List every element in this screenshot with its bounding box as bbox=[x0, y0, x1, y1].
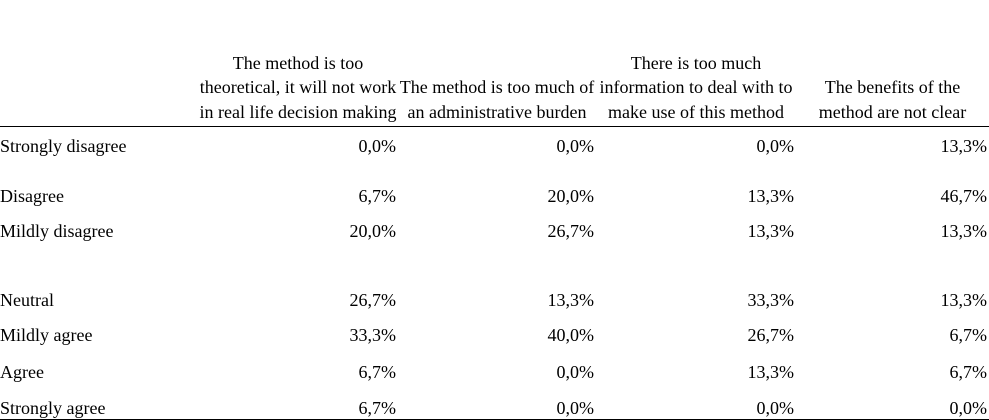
table-row bbox=[0, 386, 989, 420]
table-row bbox=[0, 245, 989, 314]
table-row bbox=[0, 160, 989, 210]
table-cell: 0,0% bbox=[556, 362, 594, 382]
table-cell: 6,7% bbox=[358, 362, 396, 382]
table-cell: 26,7% bbox=[349, 290, 396, 310]
row-label: Agree bbox=[0, 362, 44, 382]
table-cell: 0,0% bbox=[596, 386, 796, 420]
row-label: Strongly disagree bbox=[0, 136, 127, 156]
table-row bbox=[0, 349, 989, 386]
table-cell: 6,7% bbox=[198, 386, 398, 420]
table-row bbox=[0, 127, 989, 161]
table-cell: 13,3% bbox=[547, 290, 594, 310]
table-cell: 33,3% bbox=[349, 325, 396, 345]
header-cell-too-theoretical: The method is too theoretical, it will not work in real life decision making bbox=[198, 0, 398, 127]
row-label: Mildly agree bbox=[0, 325, 93, 345]
table-cell: 13,3% bbox=[940, 221, 987, 241]
table-cell: 46,7% bbox=[940, 186, 987, 206]
row-label: Strongly agree bbox=[0, 386, 198, 420]
table-cell: 13,3% bbox=[747, 221, 794, 241]
table-cell: 6,7% bbox=[358, 186, 396, 206]
table-cell: 13,3% bbox=[747, 186, 794, 206]
header-cell-corner bbox=[0, 0, 198, 127]
header-cell-administrative-burden: The method is too much of an administrative burden bbox=[398, 0, 596, 127]
header-cell-benefits-not-clear: The benefits of the method are not clear bbox=[796, 0, 989, 127]
table-cell: 13,3% bbox=[940, 136, 987, 156]
table-cell: 40,0% bbox=[547, 325, 594, 345]
table-cell: 0,0% bbox=[756, 136, 794, 156]
row-label: Disagree bbox=[0, 186, 64, 206]
table-cell: 0,0% bbox=[556, 136, 594, 156]
table-row bbox=[0, 210, 989, 245]
table-cell: 0,0% bbox=[796, 386, 989, 420]
table-cell: 26,7% bbox=[547, 221, 594, 241]
table-cell: 26,7% bbox=[747, 325, 794, 345]
header-cell-too-much-information: There is too much information to deal with to make use of this method bbox=[596, 0, 796, 127]
table-row bbox=[0, 314, 989, 349]
table-cell: 0,0% bbox=[358, 136, 396, 156]
table-cell: 13,3% bbox=[940, 290, 987, 310]
table-cell: 6,7% bbox=[949, 325, 987, 345]
table-cell: 20,0% bbox=[349, 221, 396, 241]
table-cell: 13,3% bbox=[747, 362, 794, 382]
table-cell: 0,0% bbox=[398, 386, 596, 420]
table-cell: 20,0% bbox=[547, 186, 594, 206]
row-label: Neutral bbox=[0, 290, 54, 310]
table-cell: 6,7% bbox=[949, 362, 987, 382]
table-cell: 33,3% bbox=[747, 290, 794, 310]
row-label: Mildly disagree bbox=[0, 221, 114, 241]
header-row bbox=[0, 0, 989, 127]
